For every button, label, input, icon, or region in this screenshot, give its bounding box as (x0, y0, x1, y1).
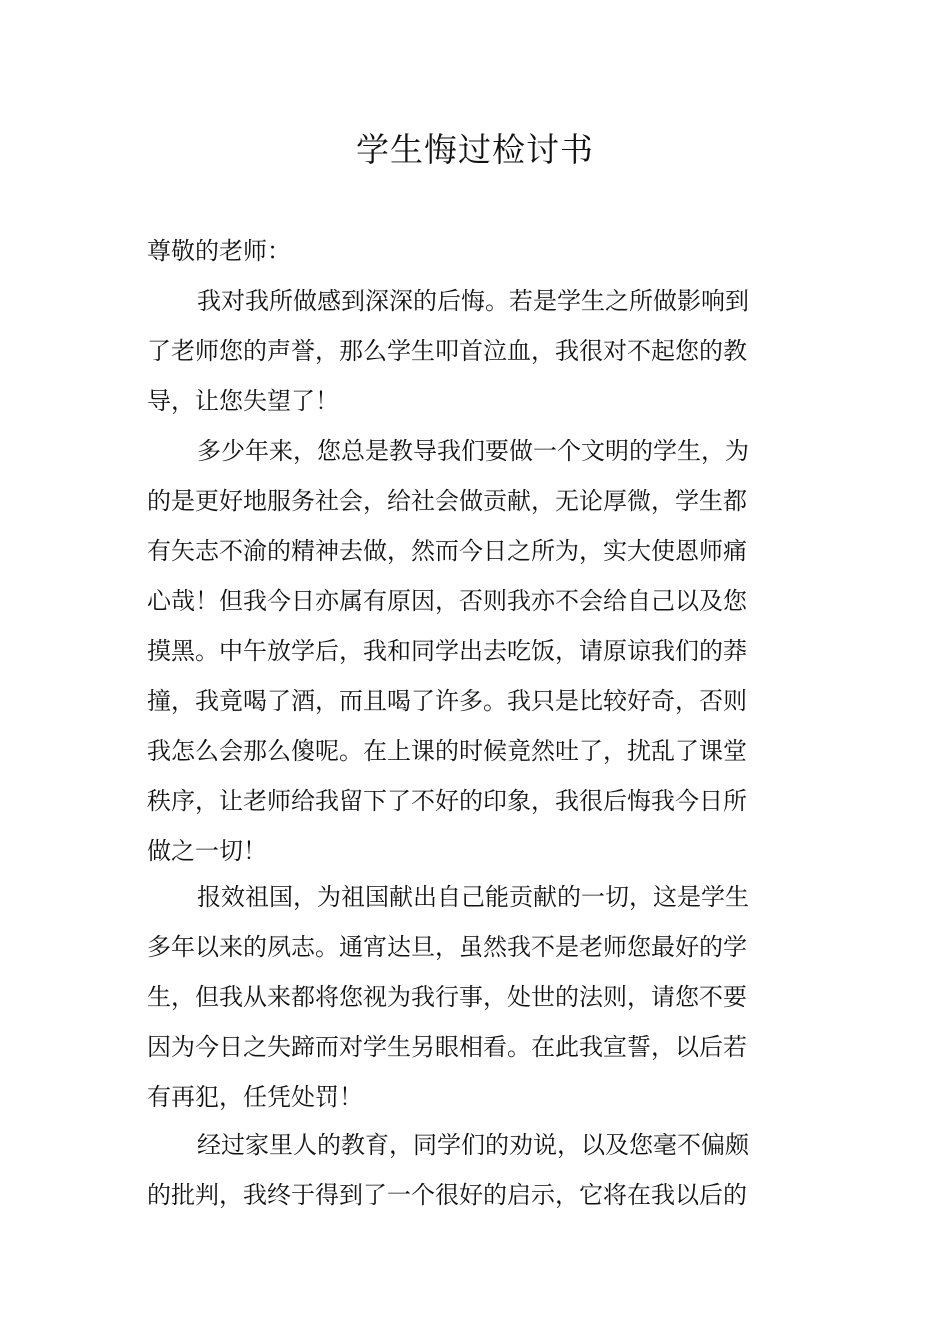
paragraph-line: 的批判，我终于得到了一个很好的启示，它将在我以后的 (147, 1181, 747, 1209)
paragraph-1 (147, 276, 807, 426)
paragraph-line: 有矢志不渝的精神去做，然而今日之所为，实大使恩师痛 (147, 537, 747, 565)
paragraph-2 (147, 426, 807, 876)
paragraph-3 (147, 872, 807, 1122)
paragraph-line: 摸黑。中午放学后，我和同学出去吃饭，请原谅我们的莽 (147, 637, 747, 665)
paragraph-line: 经过家里人的教育，同学们的劝说，以及您毫不偏颇 (197, 1131, 749, 1159)
paragraph-line: 做之一切！ (147, 837, 267, 865)
paragraph-line: 多少年来，您总是教导我们要做一个文明的学生，为 (197, 437, 749, 465)
salutation: 尊敬的老师： (147, 237, 291, 265)
paragraph-line: 生，但我从来都将您视为我行事，处世的法则，请您不要 (147, 983, 747, 1011)
paragraph-line: 的是更好地服务社会，给社会做贡献，无论厚微，学生都 (147, 487, 747, 515)
paragraph-line: 我对我所做感到深深的后悔。若是学生之所做影响到 (197, 287, 749, 315)
paragraph-4 (147, 1120, 807, 1220)
paragraph-line: 心哉！但我今日亦属有原因，否则我亦不会给自己以及您 (147, 587, 747, 615)
paragraph-line: 导，让您失望了！ (147, 387, 339, 415)
paragraph-line: 我怎么会那么傻呢。在上课的时候竟然吐了，扰乱了课堂 (147, 737, 747, 765)
paragraph-line: 因为今日之失蹄而对学生另眼相看。在此我宣誓，以后若 (147, 1033, 747, 1061)
paragraph-line: 报效祖国，为祖国献出自己能贡献的一切，这是学生 (197, 883, 749, 911)
paragraph-line: 撞，我竟喝了酒，而且喝了许多。我只是比较好奇，否则 (147, 687, 747, 715)
paragraph-line: 了老师您的声誉，那么学生叩首泣血，我很对不起您的教 (147, 337, 747, 365)
document-title: 学生悔过检讨书 (356, 130, 594, 169)
paragraph-line: 有再犯，任凭处罚！ (147, 1083, 363, 1111)
paragraph-line: 多年以来的夙志。通宵达旦，虽然我不是老师您最好的学 (147, 933, 747, 961)
paragraph-line: 秩序，让老师给我留下了不好的印象，我很后悔我今日所 (147, 787, 747, 815)
